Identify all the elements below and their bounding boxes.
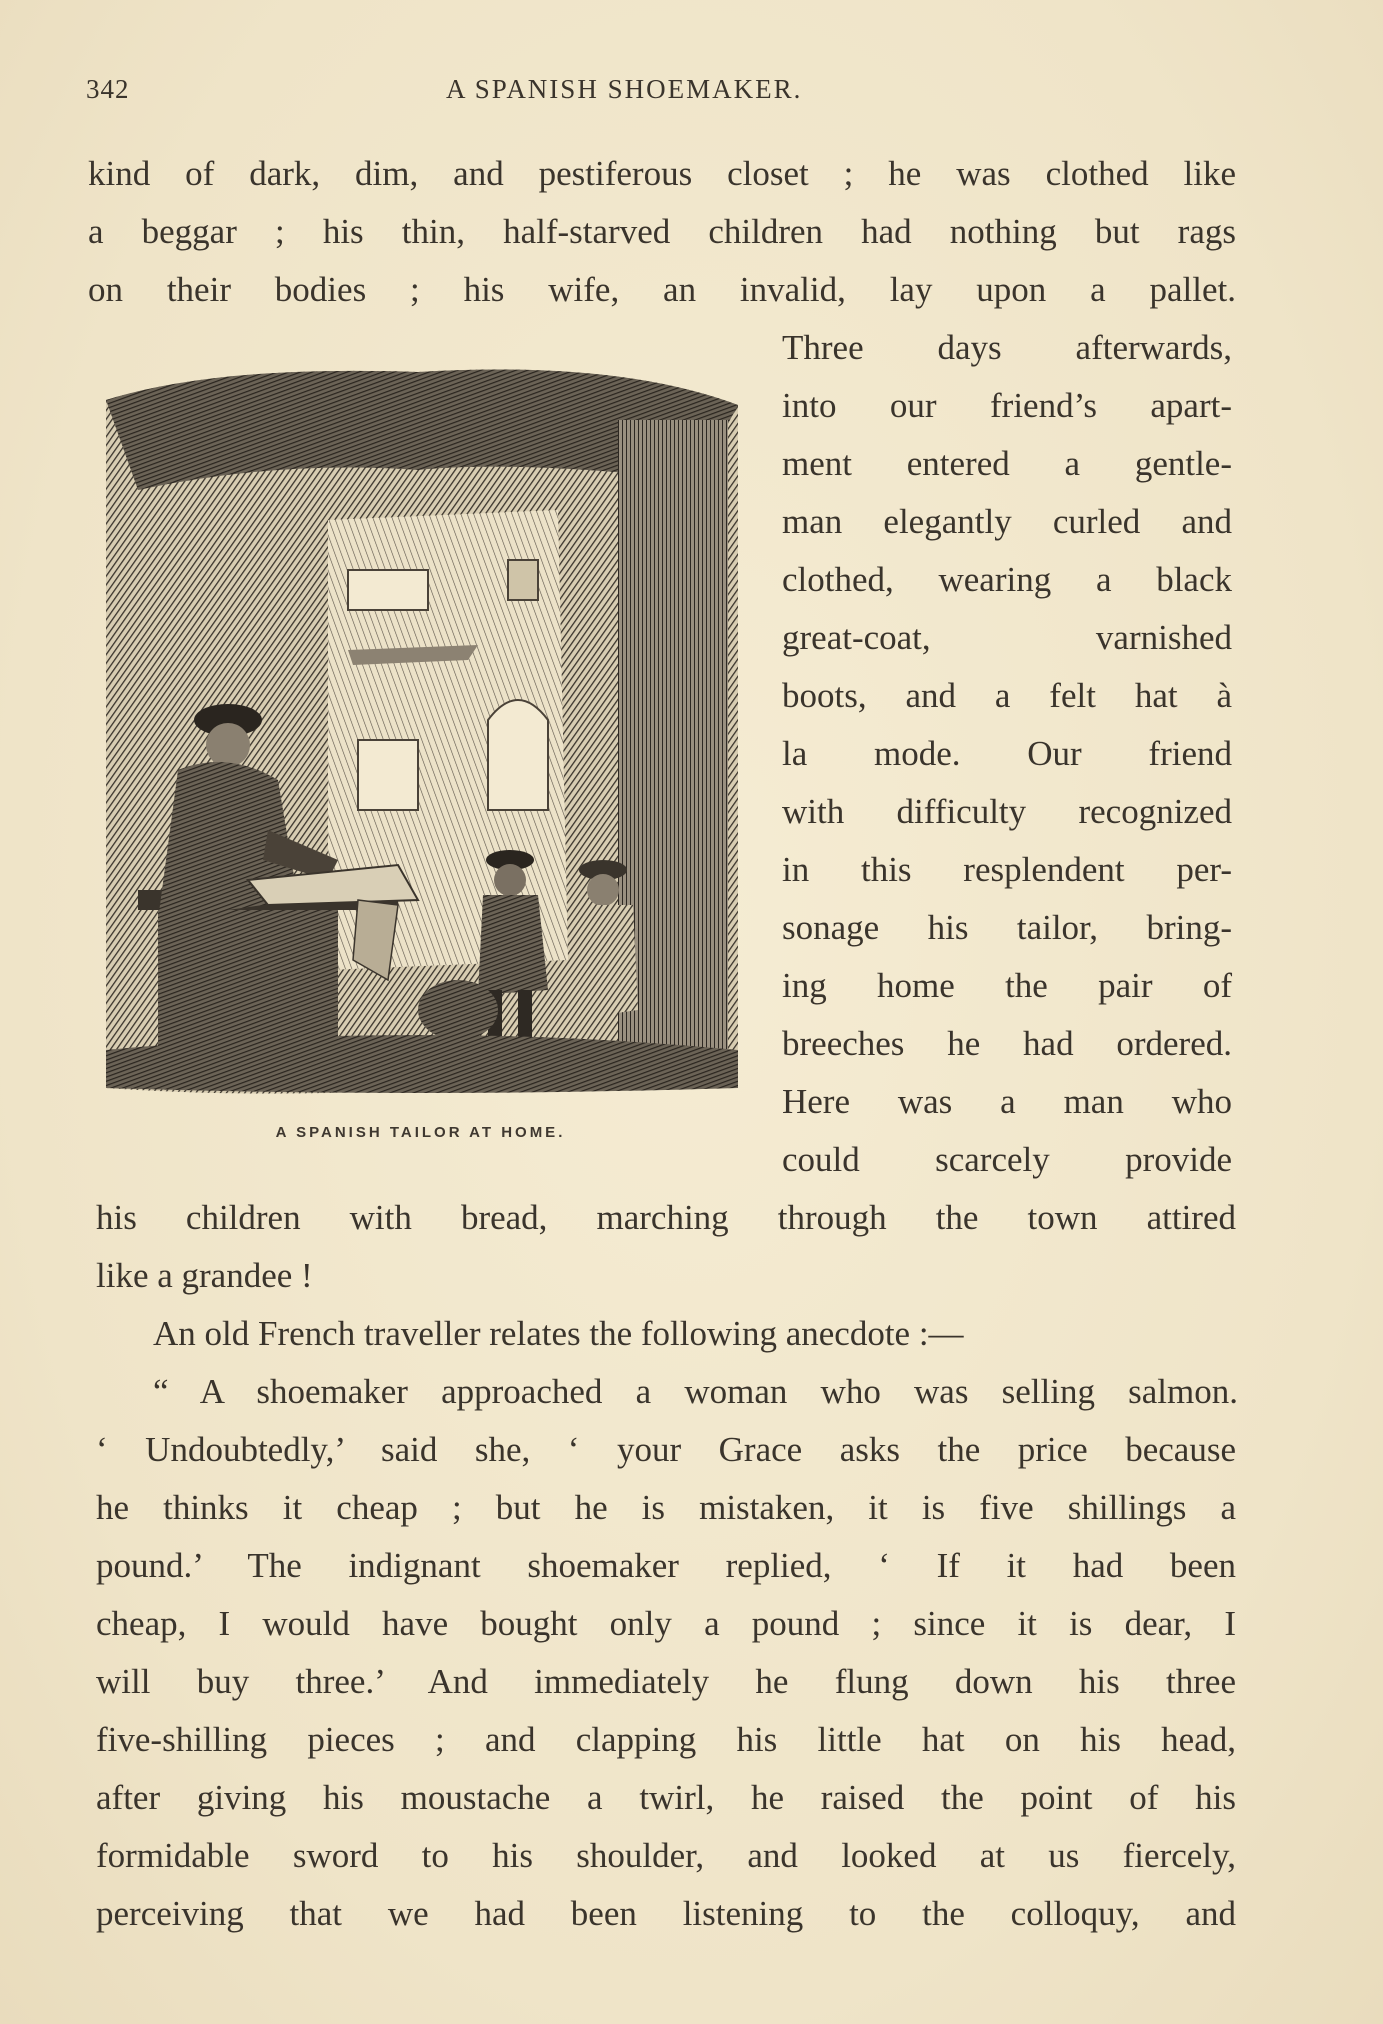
text-line: cheap, I would have bought only a pound ; since it is dear, I [96, 1604, 1236, 1643]
running-head [86, 74, 1236, 114]
text-line: perceiving that we had been listening to the colloquy, and [96, 1894, 1236, 1933]
column-line: clothed, wearing a black [782, 560, 1232, 599]
engraving-illustration [98, 360, 743, 1098]
column-line: man elegantly curled and [782, 502, 1232, 541]
column-line: great-coat, varnished [782, 618, 1232, 657]
column-line: in this resplendent per- [782, 850, 1232, 889]
column-line: Three days afterwards, [782, 328, 1232, 367]
page-number: 342 [86, 74, 130, 104]
text-line: his children with bread, marching through the town attired [96, 1198, 1236, 1237]
column-line: with difficulty recognized [782, 792, 1232, 831]
text-line: like a grandee ! [96, 1256, 313, 1295]
text-line: he thinks it cheap ; but he is mistaken, it is five shillings a [96, 1488, 1236, 1527]
column-line: sonage his tailor, bring- [782, 908, 1232, 947]
text-line: after giving his moustache a twirl, he raised the point of his [96, 1778, 1236, 1817]
column-line: ing home the pair of [782, 966, 1232, 1005]
text-line: ‘ Undoubtedly,’ said she, ‘ your Grace asks the price because [96, 1430, 1236, 1469]
text-line: a beggar ; his thin, half-starved children had nothing but rags [88, 212, 1236, 251]
column-line: boots, and a felt hat à [782, 676, 1232, 715]
column-line: ment entered a gentle- [782, 444, 1232, 483]
column-line: Here was a man who [782, 1082, 1232, 1121]
text-line: An old French traveller relates the following anecdote :— [153, 1314, 964, 1353]
column-line: breeches he had ordered. [782, 1024, 1232, 1063]
text-line: on their bodies ; his wife, an invalid, lay upon a pallet. [88, 270, 1236, 309]
text-line: kind of dark, dim, and pestiferous closet ; he was clothed like [88, 154, 1236, 193]
text-line: “ A shoemaker approached a woman who was selling salmon. [153, 1372, 1238, 1411]
column-line: into our friend’s apart- [782, 386, 1232, 425]
column-line: la mode. Our friend [782, 734, 1232, 773]
text-line: pound.’ The indignant shoemaker replied, ‘ If it had been [96, 1546, 1236, 1585]
column-line: could scarcely provide [782, 1140, 1232, 1179]
illustration-caption: A SPANISH TAILOR AT HOME. [275, 1124, 566, 1141]
running-title: A SPANISH SHOEMAKER. [446, 74, 803, 104]
text-line: five-shilling pieces ; and clapping his little hat on his head, [96, 1720, 1236, 1759]
text-line: will buy three.’ And immediately he flung down his three [96, 1662, 1236, 1701]
text-line: formidable sword to his shoulder, and looked at us fiercely, [96, 1836, 1236, 1875]
